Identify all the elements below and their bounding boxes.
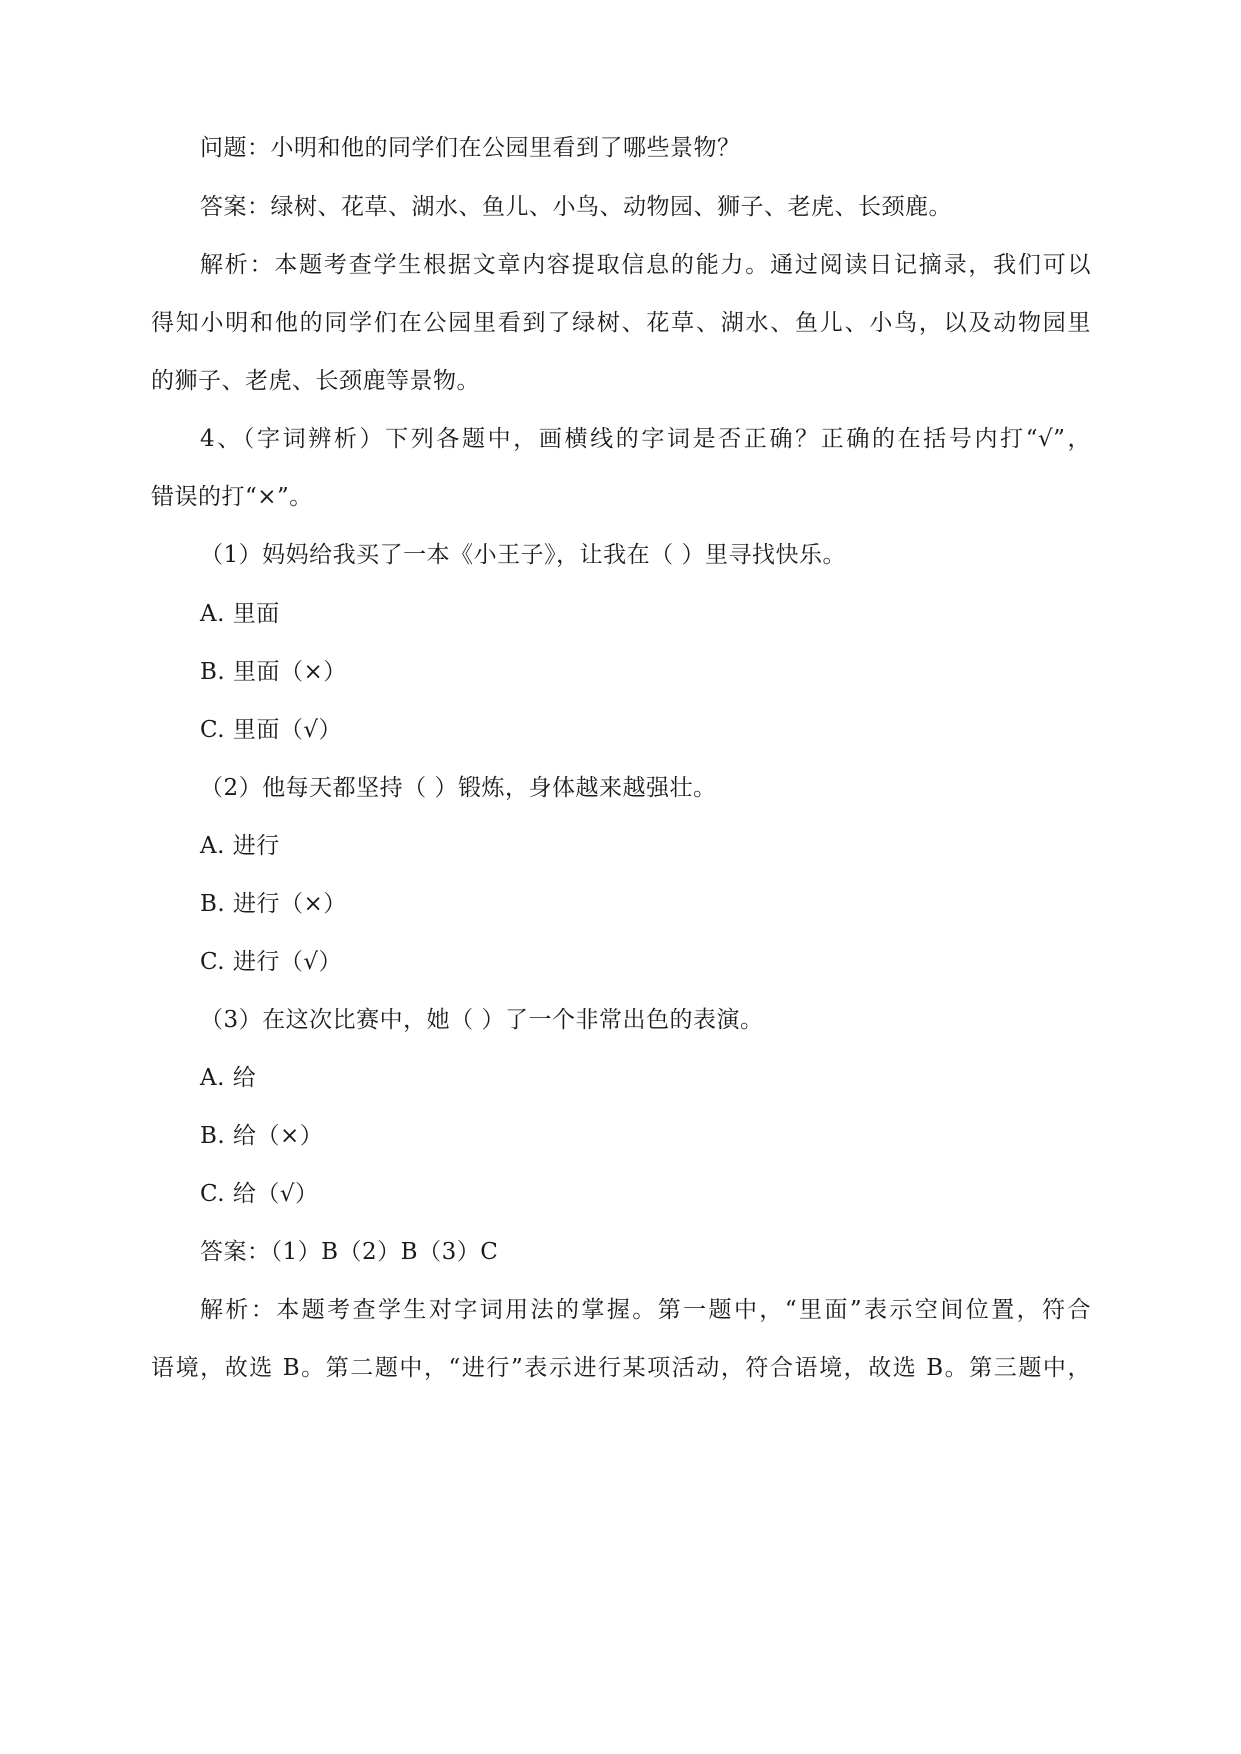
- q3-question: 问题：小明和他的同学们在公园里看到了哪些景物？: [200, 135, 741, 161]
- q4-item-1-option-c: C. 里面（√）: [200, 717, 343, 743]
- q3-analysis-line-1: 解析：本题考查学生根据文章内容提取信息的能力。通过阅读日记摘录，我们可以: [200, 252, 1091, 278]
- q4-item-1-option-b: B. 里面（×）: [200, 659, 347, 685]
- q3-analysis-line-2: 得知小明和他的同学们在公园里看到了绿树、花草、湖水、鱼儿、小鸟，以及动物园里: [151, 310, 1091, 336]
- q4-item-3-option-a: A. 给: [200, 1065, 257, 1091]
- q4-analysis-line-1: 解析：本题考查学生对字词用法的掌握。第一题中，“里面”表示空间位置，符合: [200, 1297, 1091, 1323]
- q4-analysis-line-2: 语境，故选 B。第二题中，“进行”表示进行某项活动，符合语境，故选 B。第三题中，: [151, 1355, 1091, 1381]
- q4-item-1-option-a: A. 里面: [200, 601, 280, 627]
- q4-item-3-option-c: C. 给（√）: [200, 1181, 319, 1207]
- q4-stem-line-2: 错误的打“×”。: [151, 484, 313, 510]
- q4-stem-line-1: 4、（字词辨析）下列各题中，画横线的字词是否正确？正确的在括号内打“√”，: [200, 426, 1091, 452]
- q4-item-2-option-c: C. 进行（√）: [200, 949, 343, 975]
- q4-item-1-prompt: （1）妈妈给我买了一本《小王子》，让我在（ ）里寻找快乐。: [200, 542, 846, 568]
- q4-answer: 答案：（1）B（2）B（3）C: [200, 1239, 499, 1265]
- q4-item-2-prompt: （2）他每天都坚持（ ）锻炼，身体越来越强壮。: [200, 775, 717, 801]
- q3-answer: 答案：绿树、花草、湖水、鱼儿、小鸟、动物园、狮子、老虎、长颈鹿。: [200, 194, 952, 220]
- q4-item-2-option-a: A. 进行: [200, 833, 280, 859]
- q4-item-3-option-b: B. 给（×）: [200, 1123, 324, 1149]
- q4-item-2-option-b: B. 进行（×）: [200, 891, 347, 917]
- q4-item-3-prompt: （3）在这次比赛中，她（ ）了一个非常出色的表演。: [200, 1007, 764, 1033]
- q3-analysis-line-3: 的狮子、老虎、长颈鹿等景物。: [151, 368, 480, 394]
